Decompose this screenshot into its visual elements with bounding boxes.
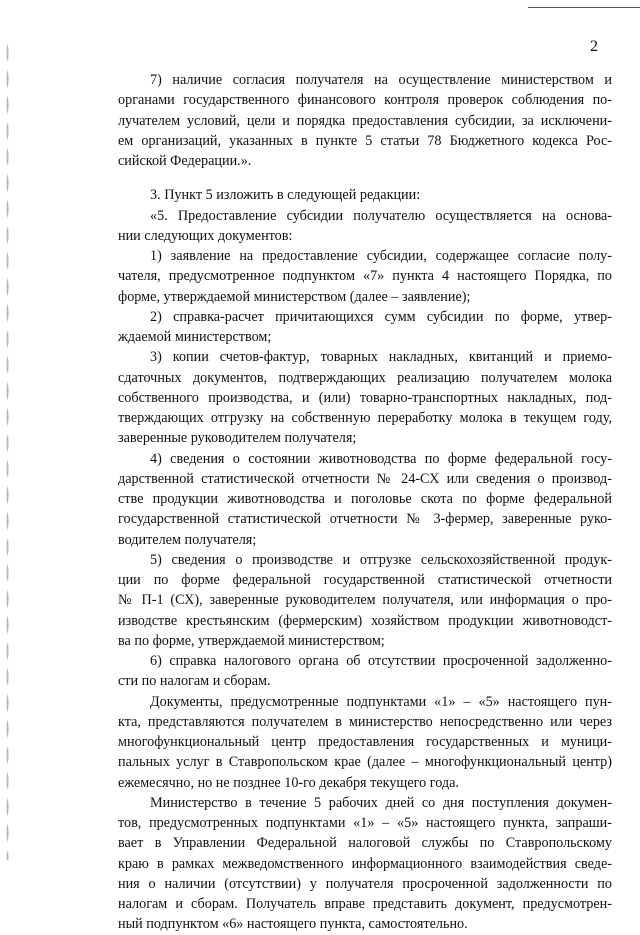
- text-line: краю в рамках межведомственного информационного взаимодействия сведе-: [118, 855, 612, 872]
- text-line: 3. Пункт 5 изложить в следующей редакции:: [150, 187, 421, 204]
- text-line: тов, предусмотренных подпунктами «1» – «5» настоящего пункта, запраши-: [118, 815, 612, 831]
- text-line: 6) справка налогового органа об отсутствии просроченной задолженно-: [150, 653, 612, 669]
- text-line: «5. Предоставление субсидии получателю осуществляется на основа-: [150, 207, 612, 224]
- text-line: пальных услуг в Ставропольском крае (далее – многофункциональный центр): [118, 754, 612, 771]
- text-line: ва по форме, утверждаемой министерством;: [118, 632, 385, 649]
- text-line: стве продукции животноводства и поголовье скота по форме федеральной: [118, 491, 612, 507]
- text-line: водителем получателя;: [118, 531, 257, 548]
- text-line: лучателем условий, цели и порядка предоставления субсидии, за исключени-: [118, 112, 612, 129]
- text-line: кта, представляются получателем в министерство непосредственно или через: [118, 713, 612, 730]
- text-line: ем организаций, указанных в пункте 5 статьи 78 Бюджетного кодекса Рос-: [118, 132, 612, 149]
- text-line: форме, утверждаемой министерством (далее – заявление);: [118, 288, 471, 305]
- text-line: сийской Федерации.».: [118, 153, 252, 169]
- text-line: 5) сведения о производстве и отгрузке сельскохозяйственной продук-: [150, 551, 612, 568]
- text-line: вает в Управлении Федеральной налоговой службы по Ставропольскому: [118, 835, 612, 852]
- page-number: 2: [590, 38, 598, 55]
- top-rule: [528, 7, 640, 8]
- text-line: государственной статистической отчетности № 3-фермер, заверенные руко-: [118, 511, 612, 528]
- text-line: органами государственного финансового контроля проверок соблюдения по-: [118, 92, 612, 109]
- text-line: ный подпунктом «6» настоящего пункта, самостоятельно.: [118, 916, 468, 933]
- text-line: 1) заявление на предоставление субсидии, содержащее согласие полу-: [150, 248, 612, 264]
- text-line: № П-1 (СХ), заверенные руководителем получателя, или информация о про-: [118, 592, 612, 609]
- text-line: 7) наличие согласия получателя на осуществление министерством и: [150, 72, 612, 88]
- text-line: ждаемой министерством;: [118, 329, 272, 345]
- text-line: нии следующих документов:: [118, 227, 293, 244]
- text-line: ции по форме федеральной государственной статистической отчетности: [118, 572, 612, 588]
- text-line: тверждающих отгрузку на собственную переработку молока в текущем году,: [118, 410, 612, 426]
- text-line: заверенные руководителем получателя;: [118, 430, 357, 447]
- text-line: Документы, предусмотренные подпунктами «1» – «5» настоящего пун-: [150, 693, 612, 710]
- text-line: Министерство в течение 5 рабочих дней со дня поступления докумен-: [150, 794, 612, 811]
- binding-margin-dots: [6, 40, 9, 860]
- text-line: собственного производства, и (или) товарно-транспортных накладных, под-: [118, 389, 612, 406]
- document-body: [118, 70, 612, 935]
- text-line: сти по налогам и сборам.: [118, 673, 271, 690]
- text-line: 4) сведения о состоянии животноводства по форме федеральной госу-: [150, 450, 612, 467]
- text-line: изводстве крестьянским (фермерским) хозяйством продукции животноводст-: [118, 612, 612, 629]
- text-line: 2) справка-расчет причитающихся сумм субсидии по форме, утвер-: [150, 308, 612, 325]
- text-line: чателя, предусмотренное подпунктом «7» пункта 4 настоящего Порядка, по: [118, 268, 612, 285]
- text-line: ния о наличии (отсутствии) у получателя просроченной задолженности по: [118, 875, 612, 892]
- text-line: дарственной статистической отчетности № 24-СХ или сведения о производ-: [118, 470, 612, 487]
- text-line: 3) копии счетов-фактур, товарных накладных, квитанций и приемо-: [150, 349, 612, 366]
- text-line: многофункциональный центр предоставления государственных и муници-: [118, 734, 612, 750]
- text-line: налогам и сборам. Получатель вправе представить документ, предусмотрен-: [118, 896, 612, 912]
- text-line: ежемесячно, но не позднее 10-го декабря текущего года.: [118, 774, 459, 791]
- text-line: сдаточных документов, подтверждающих реализацию получателем молока: [118, 369, 612, 386]
